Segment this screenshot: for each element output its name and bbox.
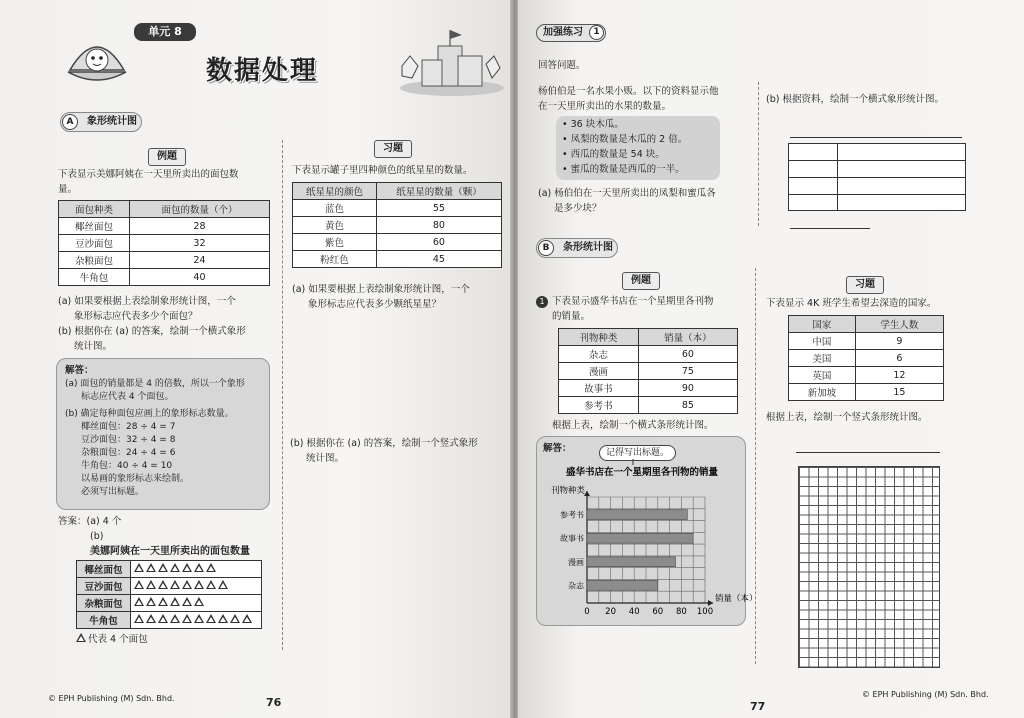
solution-box [56,358,270,510]
clam-mascot-icon [66,30,128,86]
empty-pictograph-grid [788,143,966,211]
x-axis-label: 销量（本） [715,594,758,604]
bullet-text: 蜜瓜的数量是西瓜的一半。 [570,164,685,175]
bar [587,533,693,543]
table-cell: 蓝色 [293,200,377,217]
exercise-tag: 习题 [374,140,412,158]
pictograph-label: 豆沙面包 [77,578,131,595]
table-cell: 豆沙面包 [59,235,130,252]
section-b-label: 条形统计图 [563,242,613,253]
triangle-icon [194,597,204,606]
table-cell: 牛角包 [59,269,130,286]
exercise-question-b-line-1: (b) 根据你在 (a) 的答案，绘制一个竖式象形 [290,438,478,449]
star-table [292,182,502,268]
tick-label: 80 [675,607,687,617]
blank-grid-paper [798,466,940,668]
question-b-line-1: (b) 根据你在 (a) 的答案，绘制一个横式象形 [58,326,246,337]
section-b-letter: B [538,240,554,256]
x-axis-arrow [708,600,713,606]
table-cell: 24 [129,252,269,269]
answer-line [790,137,962,138]
tick-label: 100 [696,607,714,617]
example-intro-line-2: 量。 [58,184,78,195]
bullet-item: • 36 块木瓜。 [562,119,624,130]
pictograph-label: 椰丝面包 [77,561,131,578]
example-intro-line-1: 下表显示盛华书店在一个星期里各刊物 [552,296,714,307]
example-intro-line-1: 下表显示美娜阿姨在一天里所卖出的面包数 [58,169,239,180]
category-label: 参考书 [560,510,584,520]
bar [587,510,687,520]
practice-badge [536,24,606,42]
table-cell: 粉红色 [293,251,377,268]
pictograph-row [77,595,262,612]
page-number: 77 [750,700,766,713]
category-label: 故事书 [560,534,584,544]
page-number: 76 [266,696,282,709]
table-header: 纸星星的数量（颗） [376,183,501,200]
question-a-line-2: 是多少块？ [554,203,602,214]
table-header: 刊物种类 [559,329,639,346]
question-a-line-1: (a) 杨伯伯在一天里所卖出的凤梨和蜜瓜各 [538,188,716,199]
pictograph-row [77,578,262,595]
triangle-icon [158,563,168,572]
section-b-header [536,238,618,258]
book-table [558,328,738,414]
table-cell: 32 [129,235,269,252]
triangle-icon [218,614,228,623]
pictograph-table [76,560,262,629]
solution-a-line-2: 标志应代表 4 个面包。 [81,392,174,402]
triangle-icon [146,614,156,623]
solution-title: 解答： [65,365,94,376]
triangle-icon [170,563,180,572]
table-cell: 12 [855,367,943,384]
column-divider [282,140,283,650]
right-page [518,0,1024,718]
table-cell: 黄色 [293,217,377,234]
pictograph-label: 杂粮面包 [77,595,131,612]
column-divider [755,268,756,664]
triangle-icon [158,614,168,623]
table-cell: 28 [129,218,269,235]
table-header: 学生人数 [855,316,943,333]
solution-b-line: 以易画的象形标志来绘制。 [81,474,190,484]
chart-title: 盛华书店在一个星期里各刊物的销量 [565,467,719,478]
sandcastle-illustration [392,26,504,96]
triangle-icon [182,597,192,606]
section-a-label: 象形统计图 [87,116,137,127]
triangle-icon [158,597,168,606]
solution-b-line: 杂粮面包：24 ÷ 4 = 6 [81,448,176,458]
triangle-icon [194,580,204,589]
bread-table [58,200,270,286]
answer-a: 答案：(a) 4 个 [58,516,122,527]
example-tag: 例题 [622,272,660,290]
example-task: 根据上表，绘制一个横式条形统计图。 [552,420,714,431]
exercise-question-a-line-2: 象形标志应代表多少颗纸星星？ [308,299,442,310]
triangle-icon [182,580,192,589]
column-divider [758,82,759,226]
triangle-icon [170,614,180,623]
pictograph-key-text: 代表 4 个面包 [88,634,148,645]
table-cell: 新加坡 [789,384,856,401]
country-table [788,315,944,401]
bullet-text: 36 块木瓜。 [570,119,624,130]
pictograph-label: 牛角包 [77,612,131,629]
table-cell: 杂志 [559,346,639,363]
table-cell: 85 [638,397,737,414]
table-cell: 漫画 [559,363,639,380]
table-cell: 故事书 [559,380,639,397]
question-a-line-2: 象形标志应代表多少个面包？ [74,311,198,322]
intro-line-2: 在一天里所卖出的水果的数量。 [538,101,672,112]
intro-line-1: 杨伯伯是一名水果小贩。以下的资料显示他 [538,86,719,97]
bullet-item: • 凤梨的数量是木瓜的 2 倍。 [562,134,688,145]
solution-title: 解答： [543,443,572,454]
table-cell: 75 [638,363,737,380]
question-b: (b) 根据资料，绘制一个横式象形统计图。 [766,94,944,105]
exercise-question-b-line-2: 统计图。 [306,453,345,464]
pictograph-icons [131,578,262,595]
pictograph-icons [131,595,262,612]
solution-b-line: 椰丝面包：28 ÷ 4 = 7 [81,422,176,432]
table-cell: 美国 [789,350,856,367]
example-tag: 例题 [148,148,186,166]
pictograph-title: 美娜阿姨在一天里所卖出的面包数量 [90,546,250,557]
triangle-icon [206,580,216,589]
triangle-icon [182,614,192,623]
table-cell: 椰丝面包 [59,218,130,235]
table-cell: 90 [638,380,737,397]
table-cell: 杂粮面包 [59,252,130,269]
triangle-icon [230,614,240,623]
bar-chart [537,463,758,623]
solution-box [536,436,758,626]
table-cell: 6 [855,350,943,367]
exercise-intro: 下表显示 4K 班学生希望去深造的国家。 [766,298,937,309]
triangle-icon [134,580,144,589]
solution-b-line: 牛角包：40 ÷ 4 = 10 [81,461,173,471]
exercise-tag: 习题 [846,276,884,294]
bullet-item: • 蜜瓜的数量是西瓜的一半。 [562,164,685,175]
bar [587,580,658,590]
practice-label: 加强练习 [543,27,583,38]
item-number-badge: 1 [536,296,548,308]
answer-line [790,228,870,229]
triangle-icon [206,563,216,572]
table-cell: 参考书 [559,397,639,414]
bullet-item: • 西瓜的数量是 54 块。 [562,149,665,160]
table-cell: 9 [855,333,943,350]
question-a-line-1: (a) 如果要根据上表绘制象形统计图，一个 [58,296,236,307]
table-cell: 紫色 [293,234,377,251]
triangle-icon [242,614,252,623]
table-cell: 60 [376,234,501,251]
unit-badge: 单元 8 [134,23,196,41]
triangle-icon [218,580,228,589]
table-cell: 中国 [789,333,856,350]
exercise-task: 根据上表，绘制一个竖式条形统计图。 [766,412,928,423]
table-header: 销量（本） [638,329,737,346]
table-cell: 55 [376,200,501,217]
tick-label: 0 [584,607,590,617]
table-header: 面包种类 [59,201,130,218]
triangle-icon [182,563,192,572]
triangle-icon [206,614,216,623]
answer-b: (b) [90,531,104,542]
triangle-icon [76,633,86,642]
pictograph-row [77,612,262,629]
bullet-text: 西瓜的数量是 54 块。 [570,149,665,160]
triangle-icon [134,563,144,572]
solution-b-line: 必须写出标题。 [81,487,145,497]
pictograph-icons [131,612,262,629]
y-axis-label: 刊物种类 [551,486,586,496]
bar [587,557,676,567]
table-cell: 15 [855,384,943,401]
table-header: 国家 [789,316,856,333]
section-a-header [60,112,142,132]
example-intro-line-2: 的销量。 [552,311,591,322]
exercise-question-a-line-1: (a) 如果要根据上表绘制象形统计图，一个 [292,284,470,295]
tick-label: 40 [628,607,640,617]
tick-label: 20 [605,607,617,617]
category-label: 杂志 [568,581,584,591]
triangle-icon [194,563,204,572]
triangle-icon [146,563,156,572]
solution-a-line-1: (a) 面包的销量都是 4 的倍数，所以一个象形 [65,379,245,389]
table-cell: 45 [376,251,501,268]
table-header: 面包的数量（个） [129,201,269,218]
table-cell: 40 [129,269,269,286]
triangle-icon [158,580,168,589]
table-cell: 英国 [789,367,856,384]
triangle-icon [146,580,156,589]
table-cell: 60 [638,346,737,363]
pictograph-icons [131,561,262,578]
copyright: © EPH Publishing (M) Sdn. Bhd. [48,694,175,703]
triangle-icon [134,597,144,606]
exercise-intro: 下表显示罐子里四种颜色的纸星星的数量。 [292,165,473,176]
answer-line [796,452,940,453]
table-header: 纸星星的颜色 [293,183,377,200]
solution-b-line: 豆沙面包：32 ÷ 4 = 8 [81,435,176,445]
practice-number: 1 [589,25,604,40]
triangle-icon [194,614,204,623]
table-cell: 80 [376,217,501,234]
callout-bubble: 记得写出标题。 [599,445,676,461]
solution-b-line: (b) 确定每种面包应画上的象形标志数量。 [65,409,234,419]
tick-label: 60 [652,607,664,617]
pictograph-row [77,561,262,578]
triangle-icon [134,614,144,623]
section-a-letter: A [62,114,78,130]
question-b-line-2: 统计图。 [74,341,113,352]
bullet-text: 凤梨的数量是木瓜的 2 倍。 [570,134,688,145]
triangle-icon [170,580,180,589]
copyright: © EPH Publishing (M) Sdn. Bhd. [862,690,989,699]
unit-title: 数据处理 [206,56,319,86]
instruction: 回答问题。 [538,60,586,71]
pictograph-key [76,632,148,647]
category-label: 漫画 [568,557,584,567]
triangle-icon [146,597,156,606]
triangle-icon [170,597,180,606]
